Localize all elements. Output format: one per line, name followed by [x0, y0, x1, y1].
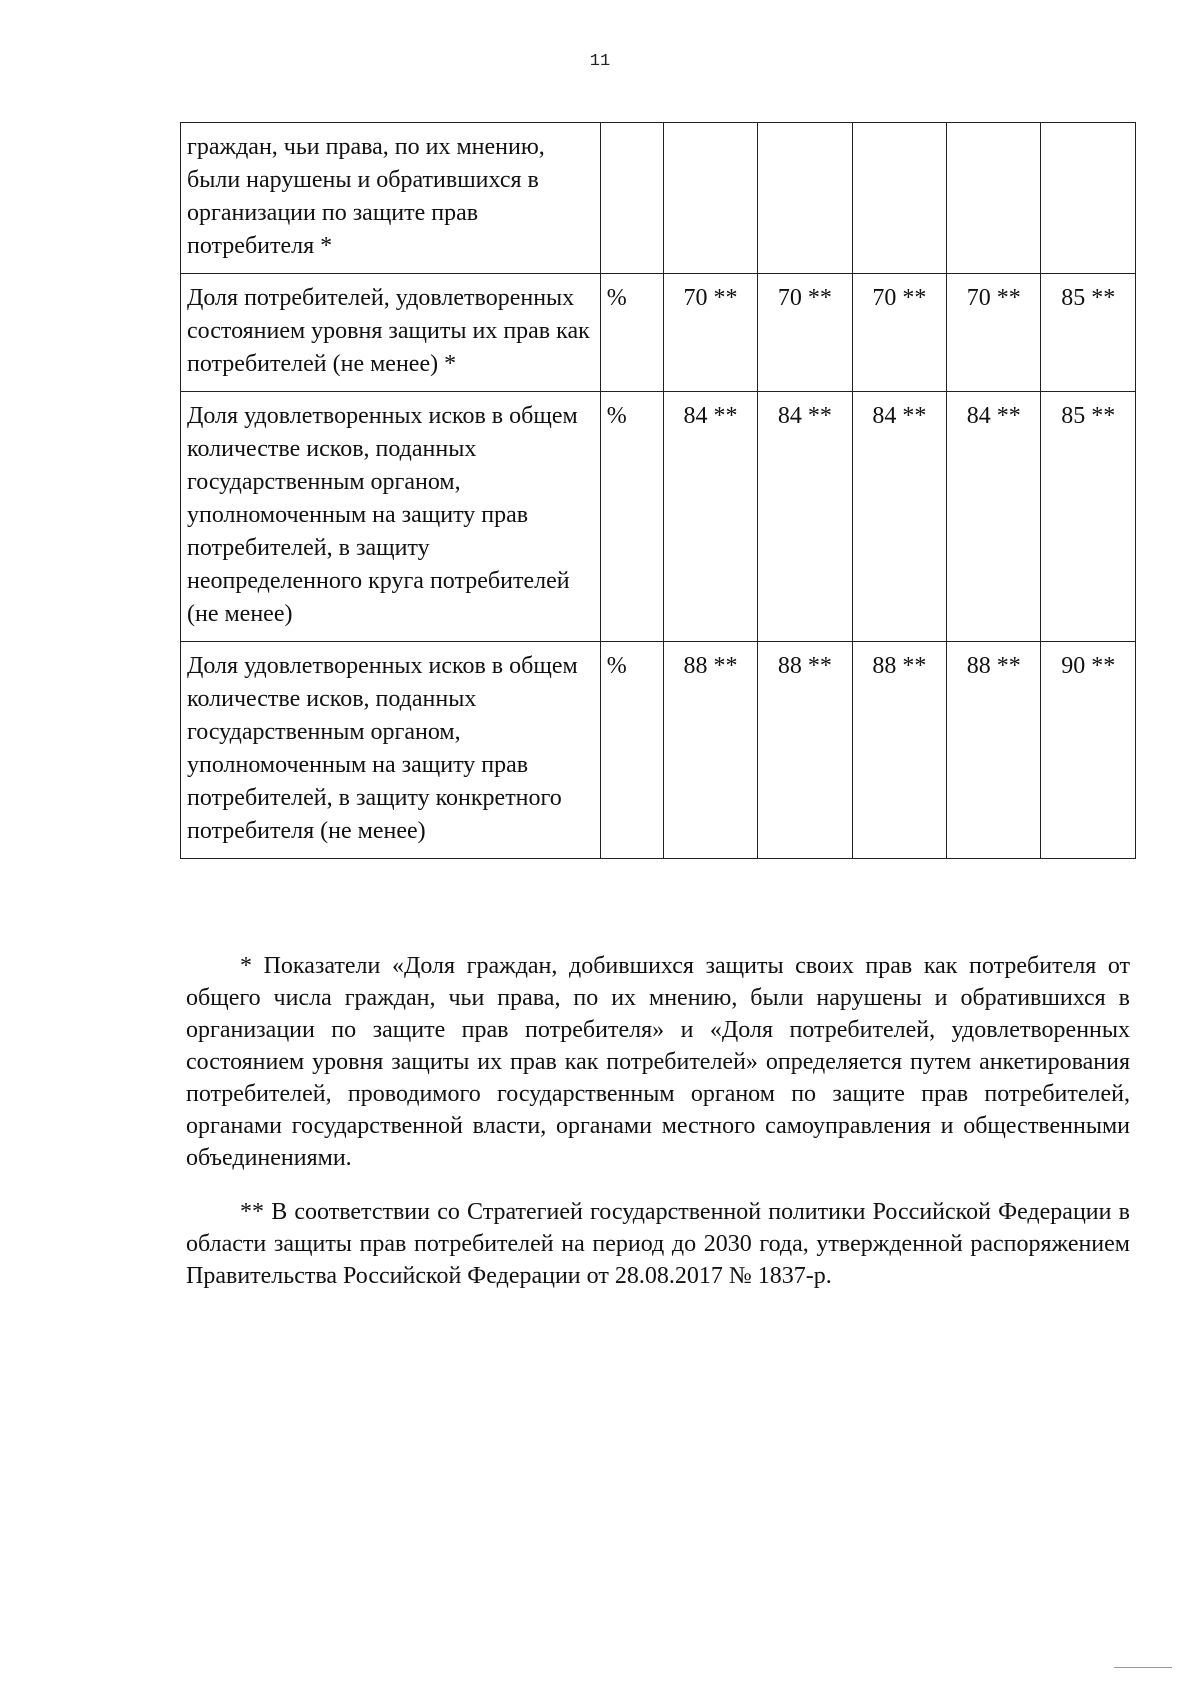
indicator-value: 70 **	[947, 274, 1041, 392]
indicator-unit: %	[600, 392, 663, 642]
indicator-value: 84 **	[852, 392, 946, 642]
indicator-value	[663, 123, 757, 274]
indicator-value: 70 **	[852, 274, 946, 392]
indicator-value: 85 **	[1041, 392, 1136, 642]
indicator-value: 90 **	[1041, 642, 1136, 859]
indicator-value	[758, 123, 852, 274]
indicator-value: 88 **	[947, 642, 1041, 859]
indicator-value	[852, 123, 946, 274]
indicator-name: граждан, чьи права, по их мнению, были нарушены и обратившихся в организации по защите прав потребителя *	[181, 123, 601, 274]
indicator-name: Доля удовлетворенных исков в общем количестве исков, поданных государственным органом, уполномоченным на защиту прав потребителей, в защиту конкретного потребителя (не менее)	[181, 642, 601, 859]
table-row	[181, 392, 1136, 642]
corner-mark	[1114, 1667, 1172, 1668]
footnote-double-asterisk: ** В соответствии со Стратегией государственной политики Российской Федерации в области защиты прав потребителей на период до 2030 года, утвержденной распоряжением Правительства Российской Федерации от 28.08.2017 № 1837-р.	[186, 1199, 1130, 1289]
table-row	[181, 642, 1136, 859]
indicator-value: 84 **	[947, 392, 1041, 642]
indicator-value	[947, 123, 1041, 274]
table-row	[181, 274, 1136, 392]
footnotes	[186, 950, 1130, 1314]
indicator-value: 88 **	[663, 642, 757, 859]
indicator-value: 84 **	[663, 392, 757, 642]
indicator-name: Доля потребителей, удовлетворенных состоянием уровня защиты их прав как потребителей (не менее) *	[181, 274, 601, 392]
indicator-unit: %	[600, 642, 663, 859]
indicator-unit	[600, 123, 663, 274]
indicator-name: Доля удовлетворенных исков в общем количестве исков, поданных государственным органом, уполномоченным на защиту прав потребителей, в защиту неопределенного круга потребителей (не менее)	[181, 392, 601, 642]
indicator-value: 85 **	[1041, 274, 1136, 392]
indicator-value: 88 **	[758, 642, 852, 859]
indicator-value: 88 **	[852, 642, 946, 859]
footnote-single-asterisk: * Показатели «Доля граждан, добившихся защиты своих прав как потребителя от общего числа граждан, чьи права, по их мнению, были нарушены и обратившихся в организации по защите прав потребителя» и «Доля потребителей, удовлетворенных состоянием уровня защиты их прав как потребителей» определяется путем анкетирования потребителей, проводимого государственным органом по защите прав потребителей, органами государственной власти, органами местного самоуправления и общественными объединениями.	[186, 953, 1130, 1171]
indicator-unit: %	[600, 274, 663, 392]
indicator-value	[1041, 123, 1136, 274]
table-row	[181, 123, 1136, 274]
page-number: 11	[589, 52, 611, 71]
indicators-table	[180, 122, 1136, 859]
indicator-value: 70 **	[758, 274, 852, 392]
indicator-value: 70 **	[663, 274, 757, 392]
indicator-value: 84 **	[758, 392, 852, 642]
